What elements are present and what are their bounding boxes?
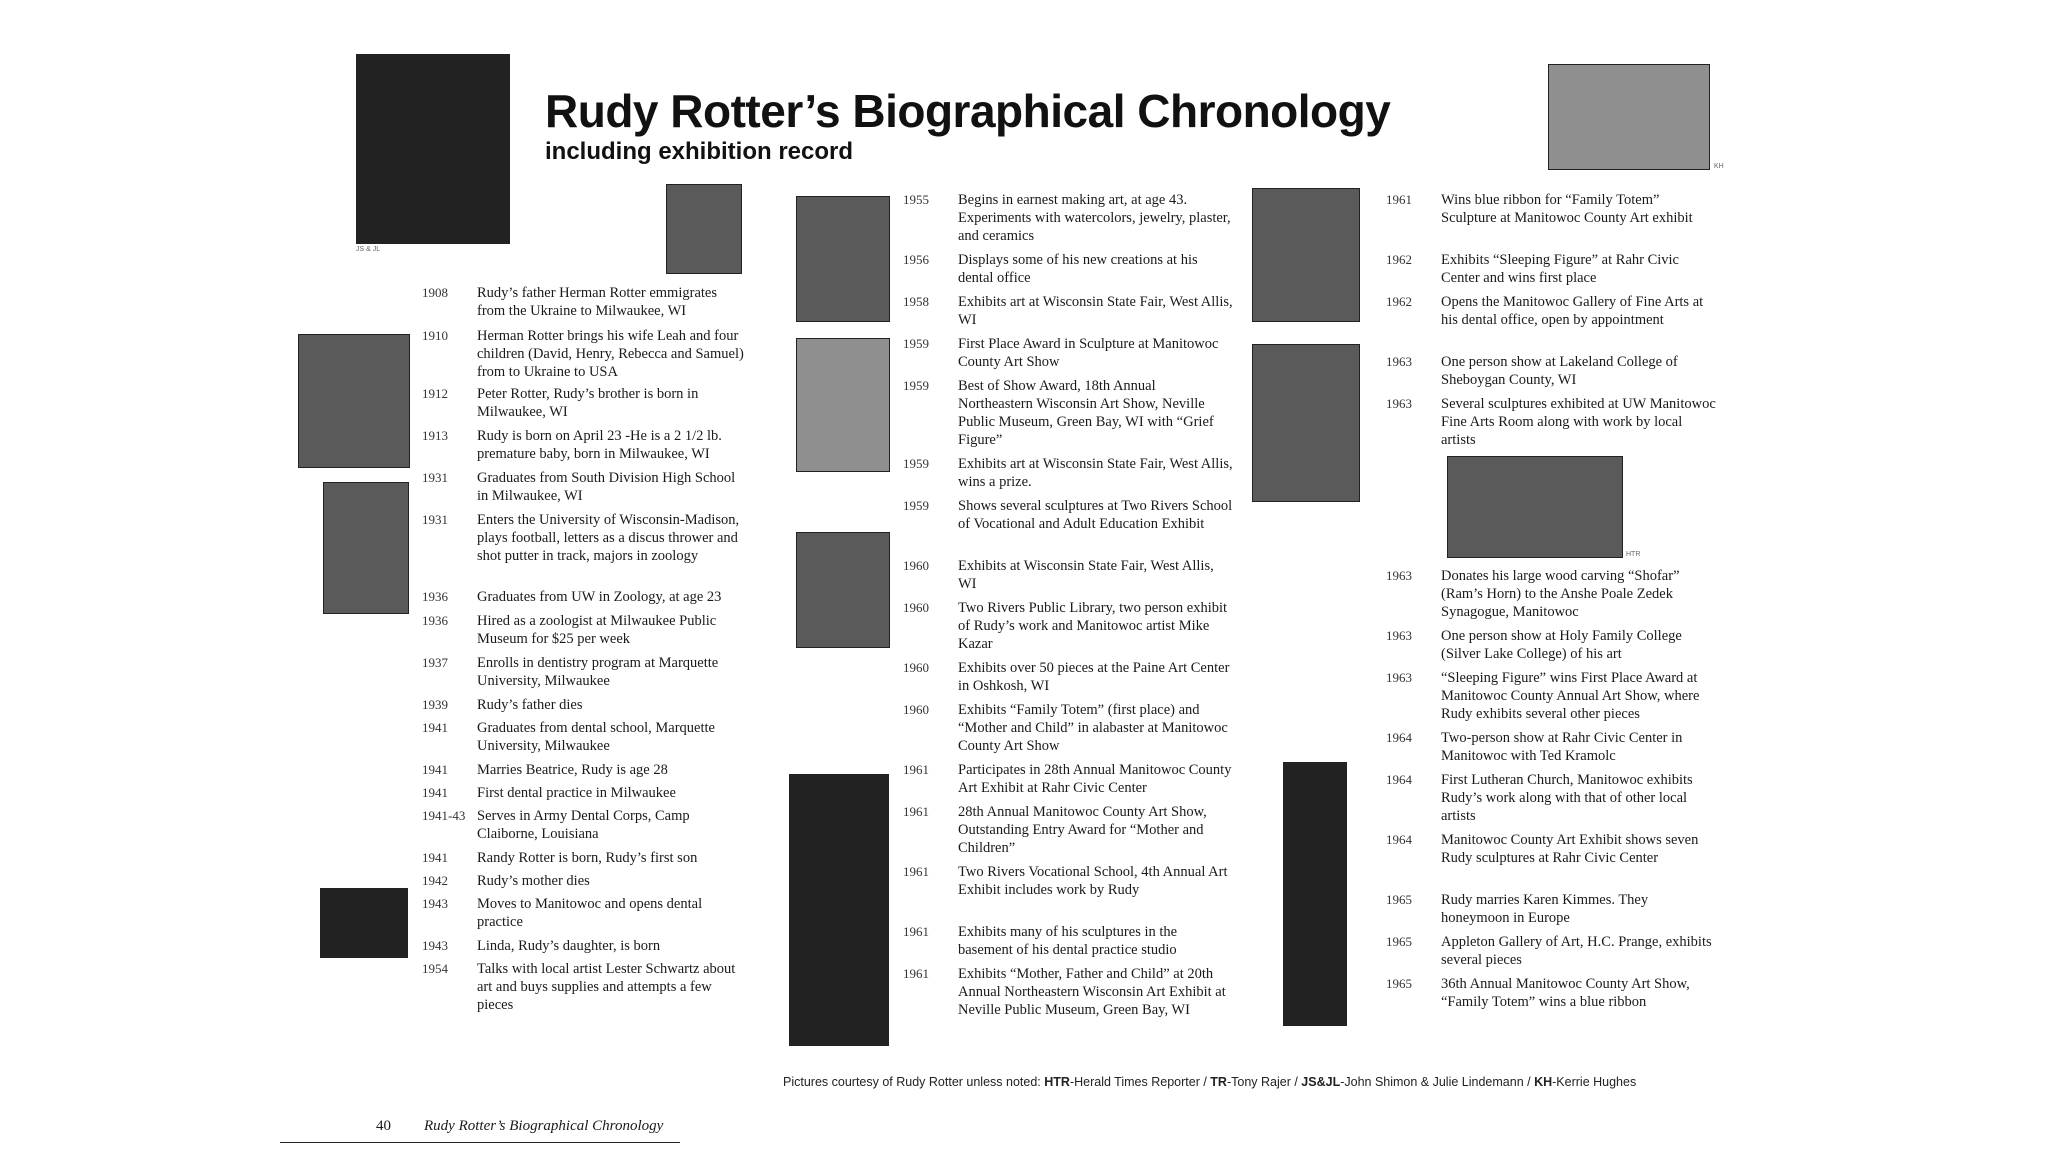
chronology-entry: 1958 Exhibits art at Wisconsin State Fair, West Allis, WI [903, 294, 1233, 328]
chronology-entry: 1959 First Place Award in Sculpture at Manitowoc County Art Show [903, 336, 1219, 370]
chronology-entry: 1960 Exhibits at Wisconsin State Fair, West Allis, WI [903, 558, 1214, 592]
chronology-entry: 1964 First Lutheran Church, Manitowoc exhibits Rudy’s work along with that of other local artists [1386, 772, 1693, 824]
photo-credit-jsjl: JS & JL [356, 246, 381, 253]
chronology-entry: 1960 Two Rivers Public Library, two person exhibit of Rudy’s work and Manitowoc artist Mike Kazar [903, 600, 1228, 652]
photo-artist-working [796, 196, 890, 322]
chronology-entry: 1937 Enrolls in dentistry program at Marquette University, Milwaukee [422, 655, 719, 689]
chronology-entry: 1943 Linda, Rudy’s daughter, is born [422, 938, 661, 954]
photo-studio-figure [796, 532, 890, 648]
photo-men-carving [1447, 456, 1623, 558]
photo-two-faces [320, 888, 408, 958]
chronology-entry: 1961 28th Annual Manitowoc County Art Show, Outstanding Entry Award for “Mother and Children” [903, 804, 1207, 856]
chronology-entry: 1962 Exhibits “Sleeping Figure” at Rahr Civic Center and wins first place [1386, 252, 1679, 286]
chronology-entry: 1941 Randy Rotter is born, Rudy’s first son [422, 850, 698, 866]
chronology-entry: 1963 Donates his large wood carving “Shofar” (Ram’s Horn) to the Anshe Poale Zedek Synagogue, Manitowoc [1386, 568, 1680, 620]
chronology-entry: 1936 Hired as a zoologist at Milwaukee Public Museum for $25 per week [422, 613, 717, 647]
photo-credit-kh: KH [1714, 163, 1724, 170]
chronology-entry: 1961 Exhibits many of his sculptures in the basement of his dental practice studio [903, 924, 1178, 958]
chronology-entry: 1965 Rudy marries Karen Kimmes. They honeymoon in Europe [1386, 892, 1649, 926]
chronology-entry: 1963 Several sculptures exhibited at UW Manitowoc Fine Arts Room along with work by local artists [1386, 396, 1716, 448]
chronology-entry: 1961 Exhibits “Mother, Father and Child” at 20th Annual Northeastern Wisconsin Art Exhibit at Neville Public Museum, Green Bay, WI [903, 966, 1226, 1018]
chronology-entry: 1942 Rudy’s mother dies [422, 873, 590, 889]
chronology-entry: 1910 Herman Rotter brings his wife Leah and four children (David, Henry, Rebecca and Samuel) from to Ukraine to USA [422, 328, 744, 380]
chronology-entry: 1936 Graduates from UW in Zoology, at age 23 [422, 589, 722, 605]
chronology-entry: 1913 Rudy is born on April 23 -He is a 2 1/2 lb. premature baby, born in Milwaukee, WI [422, 428, 722, 462]
chronology-entry: 1955 Begins in earnest making art, at age 43. Experiments with watercolors, jewelry, plaster, and ceramics [903, 192, 1231, 244]
photo-wood-figure [1283, 762, 1347, 1026]
chronology-entry: 1943 Moves to Manitowoc and opens dental practice [422, 896, 703, 930]
chronology-entry: 1962 Opens the Manitowoc Gallery of Fine Arts at his dental office, open by appointment [1386, 294, 1704, 328]
chronology-entry: 1960 Exhibits “Family Totem” (first place) and “Mother and Child” in alabaster at Manitowoc County Art Show [903, 702, 1228, 754]
photo-wood-totem [789, 774, 889, 1046]
chronology-entry: 1963 “Sleeping Figure” wins First Place Award at Manitowoc County Annual Art Show, where Rudy exhibits several other pieces [1386, 670, 1700, 722]
chronology-entry: 1960 Exhibits over 50 pieces at the Paine Art Center in Oshkosh, WI [903, 660, 1230, 694]
chronology-entry: 1959 Exhibits art at Wisconsin State Fair, West Allis, wins a prize. [903, 456, 1233, 490]
chronology-entry: 1965 36th Annual Manitowoc County Art Show, “Family Totem” wins a blue ribbon [1386, 976, 1690, 1010]
chronology-entry: 1959 Shows several sculptures at Two Rivers School of Vocational and Adult Education Exhibit [903, 498, 1233, 532]
chronology-entry: 1931 Enters the University of Wisconsin-Madison, plays football, letters as a discus thrower and shot putter in track, majors in zoology [422, 512, 740, 564]
photo-family-group [298, 334, 410, 468]
photo-credits-footnote: Pictures courtesy of Rudy Rotter unless noted: HTR-Herald Times Reporter / TR-Tony Rajer / JS&JL-John Shimon & Julie Lindemann / KH-Kerrie Hughes [783, 1075, 1637, 1089]
page-subtitle: including exhibition record [545, 138, 854, 165]
chronology-entry: 1941 First dental practice in Milwaukee [422, 785, 676, 801]
photo-plaster-head [796, 338, 890, 472]
page-title: Rudy Rotter’s Biographical Chronology [545, 85, 1391, 137]
chronology-entry: 1954 Talks with local artist Lester Schwartz about art and buys supplies and attempts a few pieces [422, 961, 736, 1013]
chronology-entry: 1964 Two-person show at Rahr Civic Center in Manitowoc with Ted Kramolc [1386, 730, 1683, 764]
photo-sculptor [1252, 344, 1360, 502]
chronology-entry: 1912 Peter Rotter, Rudy’s brother is born in Milwaukee, WI [422, 386, 699, 420]
chronology-entry: 1961 Two Rivers Vocational School, 4th Annual Art Exhibit includes work by Rudy [903, 864, 1228, 898]
chronology-entry: 1939 Rudy’s father dies [422, 697, 583, 713]
chronology-entry: 1908 Rudy’s father Herman Rotter emmigrates from the Ukraine to Milwaukee, WI [422, 285, 717, 319]
page-number: 40 [376, 1118, 391, 1134]
photo-credit-htr: HTR [1626, 551, 1641, 558]
running-title: Rudy Rotter’s Biographical Chronology [424, 1118, 664, 1134]
page-footer [280, 1118, 680, 1143]
photo-woman-room [1252, 188, 1360, 322]
chronology-entry: 1963 One person show at Lakeland College of Sheboygan County, WI [1386, 354, 1678, 388]
photo-man-standing [666, 184, 742, 274]
photo-reclining-sculpture [1548, 64, 1710, 170]
chronology-entry: 1956 Displays some of his new creations at his dental office [903, 252, 1198, 286]
photo-athlete [323, 482, 409, 614]
chronology-entry: 1941-43 Serves in Army Dental Corps, Camp Claiborne, Louisiana [422, 808, 690, 842]
chronology-entry: 1941 Marries Beatrice, Rudy is age 28 [422, 762, 668, 778]
chronology-entry: 1964 Manitowoc County Art Exhibit shows seven Rudy sculptures at Rahr Civic Center [1386, 832, 1699, 866]
chronology-entry: 1961 Wins blue ribbon for “Family Totem” Sculpture at Manitowoc County Art exhibit [1386, 192, 1693, 226]
portrait-photo [356, 54, 510, 244]
chronology-entry: 1961 Participates in 28th Annual Manitowoc County Art Exhibit at Rahr Civic Center [903, 762, 1232, 796]
chronology-entry: 1965 Appleton Gallery of Art, H.C. Prange, exhibits several pieces [1386, 934, 1712, 968]
chronology-entry: 1959 Best of Show Award, 18th Annual Northeastern Wisconsin Art Show, Neville Public Museum, Green Bay, WI with “Grief Figure” [903, 378, 1214, 448]
chronology-entry: 1941 Graduates from dental school, Marquette University, Milwaukee [422, 720, 715, 754]
chronology-entry: 1931 Graduates from South Division High School in Milwaukee, WI [422, 470, 736, 504]
chronology-entry: 1963 One person show at Holy Family College (Silver Lake College) of his art [1386, 628, 1682, 662]
